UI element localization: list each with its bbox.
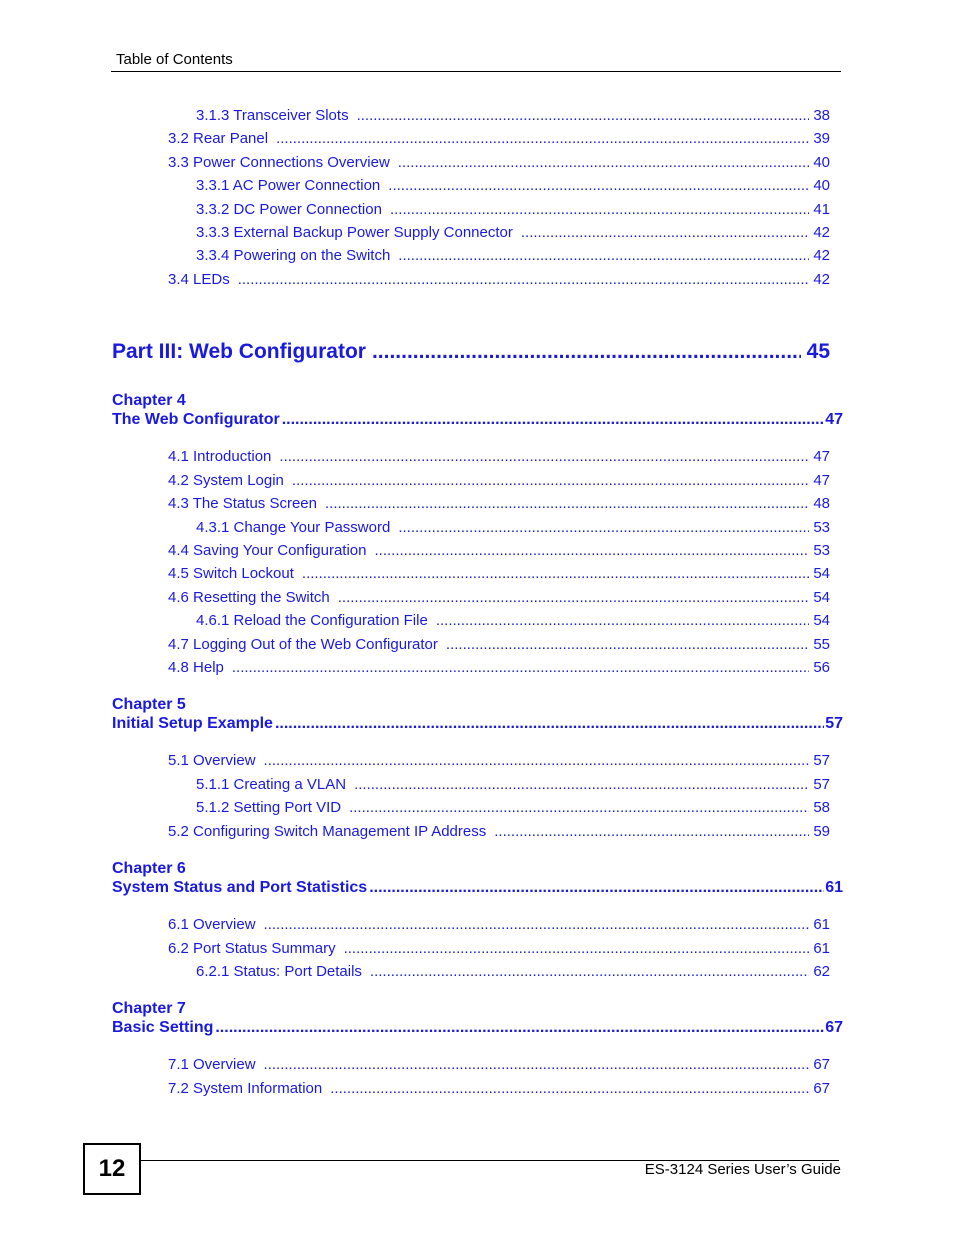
toc-chapter-6[interactable] xyxy=(112,879,843,901)
toc-entry-4-3[interactable] xyxy=(168,495,830,515)
toc-page: 48 xyxy=(813,495,830,512)
toc-label: 3.1.3 Transceiver Slots xyxy=(196,107,349,124)
toc-label: 4.6 Resetting the Switch xyxy=(168,589,330,606)
toc-label: 5.2 Configuring Switch Management IP Address xyxy=(168,823,487,840)
chapter-5-label: Chapter 5 xyxy=(112,696,186,713)
leader-dots xyxy=(446,636,809,653)
toc-page: 40 xyxy=(813,154,830,171)
toc-page: 61 xyxy=(825,879,843,896)
leader-dots xyxy=(275,715,824,733)
toc-label: 5.1 Overview xyxy=(168,752,256,769)
toc-page: 39 xyxy=(813,130,830,147)
toc-page: 47 xyxy=(813,472,830,489)
toc-label: Basic Setting xyxy=(112,1019,214,1036)
toc-page: 54 xyxy=(813,589,830,606)
toc-page: 42 xyxy=(813,247,830,264)
toc-page: 55 xyxy=(813,636,830,653)
toc-page: 61 xyxy=(813,916,830,933)
toc-page: 57 xyxy=(813,752,830,769)
toc-page: 67 xyxy=(813,1080,830,1097)
toc-page: 45 xyxy=(806,340,830,363)
running-header: Table of Contents xyxy=(116,51,233,68)
leader-dots xyxy=(398,154,810,171)
toc-page: 54 xyxy=(813,612,830,629)
toc-entry-4-6-1[interactable] xyxy=(196,612,830,632)
toc-page: 47 xyxy=(813,448,830,465)
toc-label: 5.1.1 Creating a VLAN xyxy=(196,776,347,793)
page-number-box xyxy=(83,1143,141,1195)
toc-entry-3-3-1[interactable] xyxy=(196,177,830,197)
leader-dots xyxy=(282,411,825,429)
toc-entry-4-8[interactable] xyxy=(168,659,830,679)
chapter-6-label: Chapter 6 xyxy=(112,860,186,877)
toc-label: 3.3 Power Connections Overview xyxy=(168,154,390,171)
toc-label: 4.3.1 Change Your Password xyxy=(196,519,391,536)
toc-entry-5-2[interactable] xyxy=(168,823,830,843)
toc-entry-4-4[interactable] xyxy=(168,542,830,562)
leader-dots xyxy=(390,201,809,218)
toc-entry-3-1-3[interactable] xyxy=(196,107,830,127)
toc-page: 67 xyxy=(813,1056,830,1073)
leader-dots xyxy=(436,612,810,629)
leader-dots xyxy=(521,224,809,241)
toc-label: 3.3.3 External Backup Power Supply Connector xyxy=(196,224,513,241)
toc-entry-4-5[interactable] xyxy=(168,565,830,585)
leader-dots xyxy=(279,448,809,465)
toc-entry-4-3-1[interactable] xyxy=(196,519,830,539)
toc-page: 57 xyxy=(813,776,830,793)
leader-dots xyxy=(264,752,810,769)
toc-entry-5-1[interactable] xyxy=(168,752,830,772)
leader-dots xyxy=(264,1056,810,1073)
toc-page: 67 xyxy=(825,1019,843,1036)
toc-label: 4.6.1 Reload the Configuration File xyxy=(196,612,428,629)
toc-entry-3-3-4[interactable] xyxy=(196,247,830,267)
toc-entry-3-3[interactable] xyxy=(168,154,830,174)
toc-page: 42 xyxy=(813,271,830,288)
toc-entry-6-2-1[interactable] xyxy=(196,963,830,983)
leader-dots xyxy=(232,659,809,676)
leader-dots xyxy=(264,916,810,933)
toc-label: 4.1 Introduction xyxy=(168,448,272,465)
toc-entry-6-2[interactable] xyxy=(168,940,830,960)
toc-entry-4-6[interactable] xyxy=(168,589,830,609)
leader-dots xyxy=(344,940,810,957)
leader-dots xyxy=(338,589,810,606)
toc-chapter-5[interactable] xyxy=(112,715,843,737)
leader-dots xyxy=(349,799,809,816)
leader-dots xyxy=(292,472,809,489)
toc-page: 59 xyxy=(813,823,830,840)
chapter-7-label: Chapter 7 xyxy=(112,1000,186,1017)
toc-entry-3-2[interactable] xyxy=(168,130,830,150)
toc-page: 62 xyxy=(813,963,830,980)
toc-page: 47 xyxy=(825,411,843,428)
toc-label: System Status and Port Statistics xyxy=(112,879,368,896)
toc-label: 4.4 Saving Your Configuration xyxy=(168,542,367,559)
toc-label: 7.1 Overview xyxy=(168,1056,256,1073)
toc-label: 4.5 Switch Lockout xyxy=(168,565,294,582)
toc-entry-6-1[interactable] xyxy=(168,916,830,936)
toc-label: 6.1 Overview xyxy=(168,916,256,933)
page-number: 12 xyxy=(98,1155,126,1182)
toc-chapter-4[interactable] xyxy=(112,411,843,433)
toc-page: 42 xyxy=(813,224,830,241)
leader-dots xyxy=(398,247,809,264)
leader-dots xyxy=(369,879,824,897)
toc-entry-3-3-3[interactable] xyxy=(196,224,830,244)
leader-dots xyxy=(354,776,809,793)
toc-label: Part III: Web Configurator xyxy=(112,340,366,363)
toc-page: 57 xyxy=(825,715,843,732)
leader-dots xyxy=(374,542,809,559)
leader-dots xyxy=(372,340,801,364)
toc-label: 3.2 Rear Panel xyxy=(168,130,269,147)
toc-label: 5.1.2 Setting Port VID xyxy=(196,799,342,816)
leader-dots xyxy=(325,495,809,512)
toc-label: 4.8 Help xyxy=(168,659,224,676)
leader-dots xyxy=(357,107,810,124)
toc-label: 4.2 System Login xyxy=(168,472,284,489)
toc-label: 4.7 Logging Out of the Web Configurator xyxy=(168,636,438,653)
toc-label: 3.3.2 DC Power Connection xyxy=(196,201,382,218)
toc-entry-4-1[interactable] xyxy=(168,448,830,468)
leader-dots xyxy=(276,130,809,147)
toc-page: 53 xyxy=(813,542,830,559)
leader-dots xyxy=(302,565,809,582)
toc-label: 3.3.4 Powering on the Switch xyxy=(196,247,391,264)
guide-title: ES-3124 Series User’s Guide xyxy=(644,1161,841,1178)
toc-label: 4.3 The Status Screen xyxy=(168,495,317,512)
toc-label: 6.2 Port Status Summary xyxy=(168,940,336,957)
toc-entry-7-1[interactable] xyxy=(168,1056,830,1076)
toc-page: 56 xyxy=(813,659,830,676)
toc-page: 61 xyxy=(813,940,830,957)
toc-label: 3.3.1 AC Power Connection xyxy=(196,177,381,194)
toc-entry-3-3-2[interactable] xyxy=(196,201,830,221)
toc-label: 7.2 System Information xyxy=(168,1080,323,1097)
leader-dots xyxy=(215,1019,824,1037)
leader-dots xyxy=(370,963,809,980)
toc-page: 58 xyxy=(813,799,830,816)
toc-part-3[interactable] xyxy=(112,340,830,368)
toc-entry-4-7[interactable] xyxy=(168,636,830,656)
leader-dots xyxy=(388,177,809,194)
toc-entry-5-1-1[interactable] xyxy=(196,776,830,796)
header-rule xyxy=(111,71,841,72)
leader-dots xyxy=(330,1080,809,1097)
chapter-4-label: Chapter 4 xyxy=(112,392,186,409)
toc-label: 3.4 LEDs xyxy=(168,271,230,288)
toc-page: 40 xyxy=(813,177,830,194)
leader-dots xyxy=(494,823,809,840)
toc-page: 38 xyxy=(813,107,830,124)
toc-entry-4-2[interactable] xyxy=(168,472,830,492)
toc-page: 54 xyxy=(813,565,830,582)
leader-dots xyxy=(398,519,809,536)
toc-label: The Web Configurator xyxy=(112,411,280,428)
toc-chapter-7[interactable] xyxy=(112,1019,843,1041)
toc-page: 53 xyxy=(813,519,830,536)
toc-page: 41 xyxy=(813,201,830,218)
toc-label: 6.2.1 Status: Port Details xyxy=(196,963,362,980)
leader-dots xyxy=(238,271,810,288)
toc-label: Initial Setup Example xyxy=(112,715,273,732)
toc-entry-3-4[interactable] xyxy=(168,271,830,291)
toc-entry-7-2[interactable] xyxy=(168,1080,830,1100)
toc-entry-5-1-2[interactable] xyxy=(196,799,830,819)
